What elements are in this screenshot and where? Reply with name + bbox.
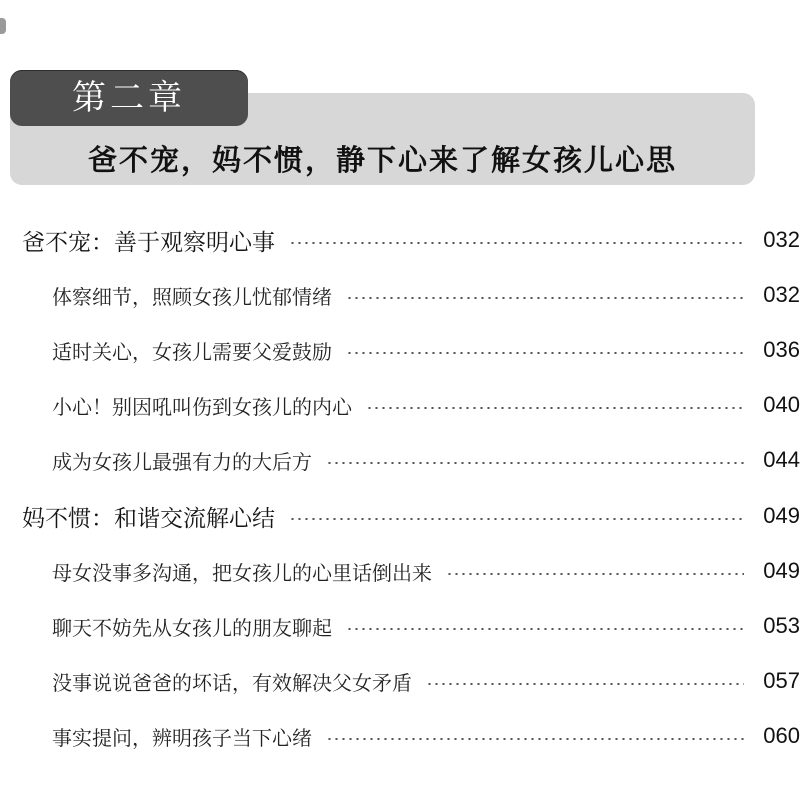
- toc-dot-leader: [326, 738, 744, 740]
- toc-dot-leader: [346, 297, 744, 299]
- toc-entry-label: 体察细节，照顾女孩儿忧郁情绪: [52, 284, 332, 309]
- toc-page-number: 044: [763, 447, 800, 472]
- toc-entry-label: 适时关心，女孩儿需要父爱鼓励: [52, 339, 332, 364]
- toc-entry-label: 母女没事多沟通，把女孩儿的心里话倒出来: [52, 560, 432, 585]
- toc-subsection-entry[interactable]: [0, 547, 800, 595]
- toc-subsection-entry[interactable]: [0, 271, 800, 319]
- toc-page-number: 060: [763, 723, 800, 748]
- chapter-title: 爸不宠，妈不惯，静下心来了解女孩儿心思: [87, 143, 677, 177]
- page-edge-mark: [0, 18, 6, 34]
- toc-dot-leader: [289, 242, 744, 244]
- chapter-number: 第二章: [72, 78, 186, 118]
- toc-entry-label: 小心！别因吼叫伤到女孩儿的内心: [52, 394, 352, 419]
- toc-subsection-entry[interactable]: [0, 381, 800, 429]
- toc-dot-leader: [446, 573, 744, 575]
- toc-subsection-entry[interactable]: [0, 602, 800, 650]
- toc-page-number: 057: [763, 668, 800, 693]
- toc-subsection-entry[interactable]: [0, 436, 800, 484]
- toc-dot-leader: [289, 518, 744, 520]
- toc-page-number: 049: [763, 503, 800, 528]
- toc-section-entry[interactable]: [0, 492, 800, 540]
- toc-subsection-entry[interactable]: [0, 657, 800, 705]
- toc-entry-label: 爸不宠：善于观察明心事: [22, 229, 275, 256]
- toc-entry-label: 妈不惯：和谐交流解心结: [22, 505, 275, 532]
- toc-page-number: 040: [763, 392, 800, 417]
- toc-section-entry[interactable]: [0, 216, 800, 264]
- toc-subsection-entry[interactable]: [0, 326, 800, 374]
- toc-entry-label: 聊天不妨先从女孩儿的朋友聊起: [52, 615, 332, 640]
- toc-dot-leader: [366, 407, 744, 409]
- toc-page-number: 036: [763, 337, 800, 362]
- toc-dot-leader: [346, 628, 744, 630]
- toc-entry-label: 成为女孩儿最强有力的大后方: [52, 449, 312, 474]
- toc-page-number: 032: [763, 282, 800, 307]
- toc-page-number: 053: [763, 613, 800, 638]
- table-of-contents: [0, 212, 800, 772]
- toc-page-number: 049: [763, 558, 800, 583]
- toc-subsection-entry[interactable]: [0, 712, 800, 760]
- toc-entry-label: 没事说说爸爸的坏话，有效解决父女矛盾: [52, 670, 412, 695]
- toc-entry-label: 事实提问，辨明孩子当下心绪: [52, 725, 312, 750]
- toc-dot-leader: [326, 462, 744, 464]
- toc-dot-leader: [346, 352, 744, 354]
- toc-dot-leader: [426, 683, 744, 685]
- chapter-tab: [10, 70, 248, 126]
- toc-page-number: 032: [763, 227, 800, 252]
